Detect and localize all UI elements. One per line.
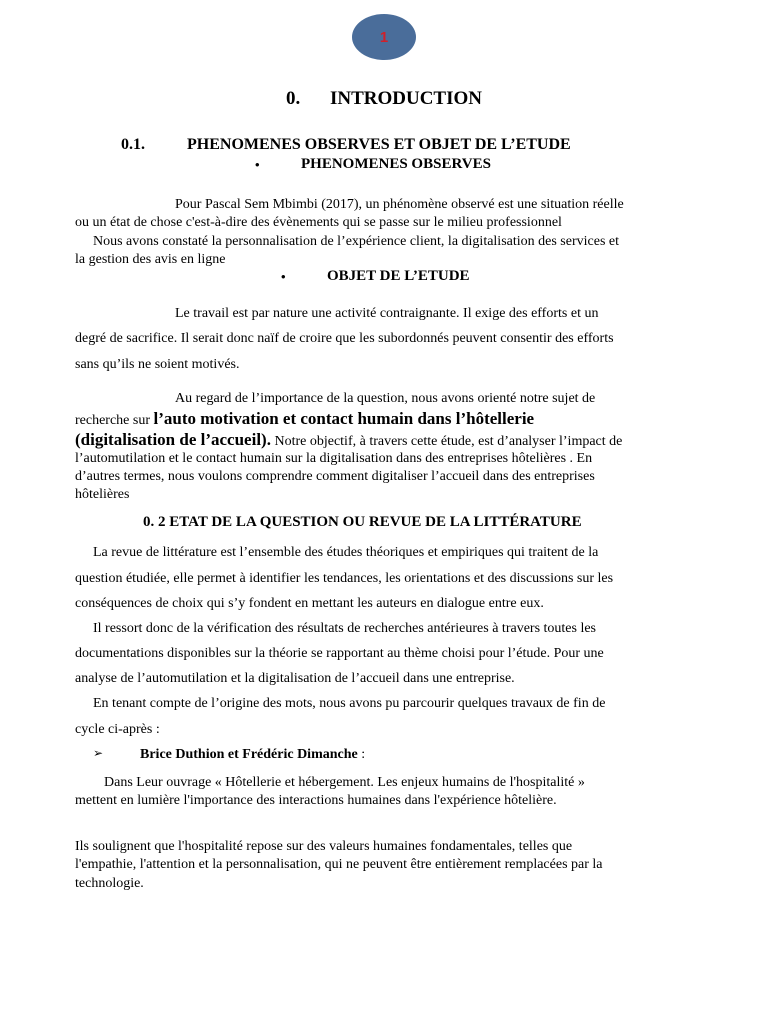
study-subject-bold: l’auto motivation et contact humain dans l’hôtellerie	[153, 409, 535, 428]
paragraph-line: conséquences de choix qui s’y fondent en mettant les auteurs en dialogue entre eux.	[75, 596, 544, 611]
paragraph-line: analyse de l’automutilation et la digitalisation de l’accueil dans une entreprise.	[75, 671, 515, 686]
paragraph-line: d’autres termes, nous voulons comprendre comment digitaliser l’accueil dans des entreprises	[75, 469, 595, 484]
main-heading	[0, 88, 768, 110]
paragraph-line: Le travail est par nature une activité contraignante. Il exige des efforts et un	[175, 306, 599, 321]
paragraph-line: Il ressort donc de la vérification des résultats de recherches antérieures à travers toutes les	[93, 621, 597, 636]
paragraph-line: mettent en lumière l'importance des interactions humaines dans l'expérience hôtelière.	[75, 793, 557, 808]
paragraph-line: l'empathie, l'attention et la personnalisation, qui ne peuvent être entièrement remplacées par la	[75, 857, 603, 872]
paragraph-line: Au regard de l’importance de la question, nous avons orienté notre sujet de	[175, 391, 596, 406]
bullet-heading-objet	[0, 268, 768, 288]
main-heading-text: INTRODUCTION	[329, 88, 483, 109]
bullet-heading-text: PHENOMENES OBSERVES	[301, 156, 491, 172]
bullet-heading-phenomenes	[0, 156, 768, 176]
sub-heading-number: 0.1.	[121, 136, 145, 153]
paragraph-text: Notre objectif, à travers cette étude, est d’analyser l’impact de	[270, 434, 623, 449]
authors-name: Brice Duthion et Frédéric Dimanche	[140, 747, 358, 762]
study-subject-bold: (digitalisation de l’accueil).	[75, 430, 271, 449]
paragraph-line: Pour Pascal Sem Mbimbi (2017), un phénomène observé est une situation réelle	[175, 197, 624, 212]
main-heading-number: 0.	[285, 88, 301, 109]
bullet-icon: •	[255, 157, 260, 172]
paragraph-line	[75, 409, 534, 431]
paragraph-line: hôtelières	[75, 487, 130, 502]
paragraph-line: technologie.	[75, 876, 144, 891]
paragraph-line: question étudiée, elle permet à identifier les tendances, les orientations et des discussions sur les	[75, 571, 614, 586]
paragraph-line: La revue de littérature est l’ensemble des études théoriques et empiriques qui traitent de la	[93, 545, 599, 560]
paragraph-text: recherche sur	[75, 413, 154, 428]
arrow-bullet-icon: ➢	[93, 746, 104, 760]
paragraph-line: Nous avons constaté la personnalisation de l’expérience client, la digitalisation des services et	[93, 234, 619, 249]
paragraph-line: Dans Leur ouvrage « Hôtellerie et hébergement. Les enjeux humains de l'hospitalité »	[104, 775, 585, 790]
section-heading-2: 0. 2 ETAT DE LA QUESTION OU REVUE DE LA LITTÉRATURE	[143, 514, 582, 530]
sub-heading-text: PHENOMENES OBSERVES ET OBJET DE L’ETUDE	[187, 136, 571, 153]
paragraph-line: En tenant compte de l’origine des mots, nous avons pu parcourir quelques travaux de fin de	[93, 696, 606, 711]
page-number-badge	[352, 14, 416, 60]
paragraph-line: documentations disponibles sur la théorie se rapportant au thème choisi pour l’étude. Pour une	[75, 646, 604, 661]
authors-colon: :	[357, 747, 366, 762]
paragraph-line: la gestion des avis en ligne	[75, 252, 226, 267]
paragraph-line: Ils soulignent que l'hospitalité repose sur des valeurs humaines fondamentales, telles que	[75, 839, 573, 854]
paragraph-line: l’automutilation et le contact humain sur la digitalisation dans des entreprises hôtelières . En	[75, 451, 593, 466]
paragraph-line: degré de sacrifice. Il serait donc naïf de croire que les subordonnés peuvent consentir des efforts	[75, 331, 614, 346]
paragraph-line: cycle ci-après :	[75, 722, 160, 737]
paragraph-line: sans qu’ils ne soient motivés.	[75, 357, 240, 372]
sub-heading	[121, 136, 571, 154]
page-number: 1	[379, 28, 389, 46]
paragraph-line: ou un état de chose c'est-à-dire des évènements qui se passe sur le milieu professionnel	[75, 215, 562, 230]
paragraph-line	[75, 430, 622, 452]
bullet-icon: •	[281, 269, 286, 284]
bullet-heading-text: OBJET DE L’ETUDE	[327, 268, 470, 284]
authors-line	[140, 746, 365, 764]
